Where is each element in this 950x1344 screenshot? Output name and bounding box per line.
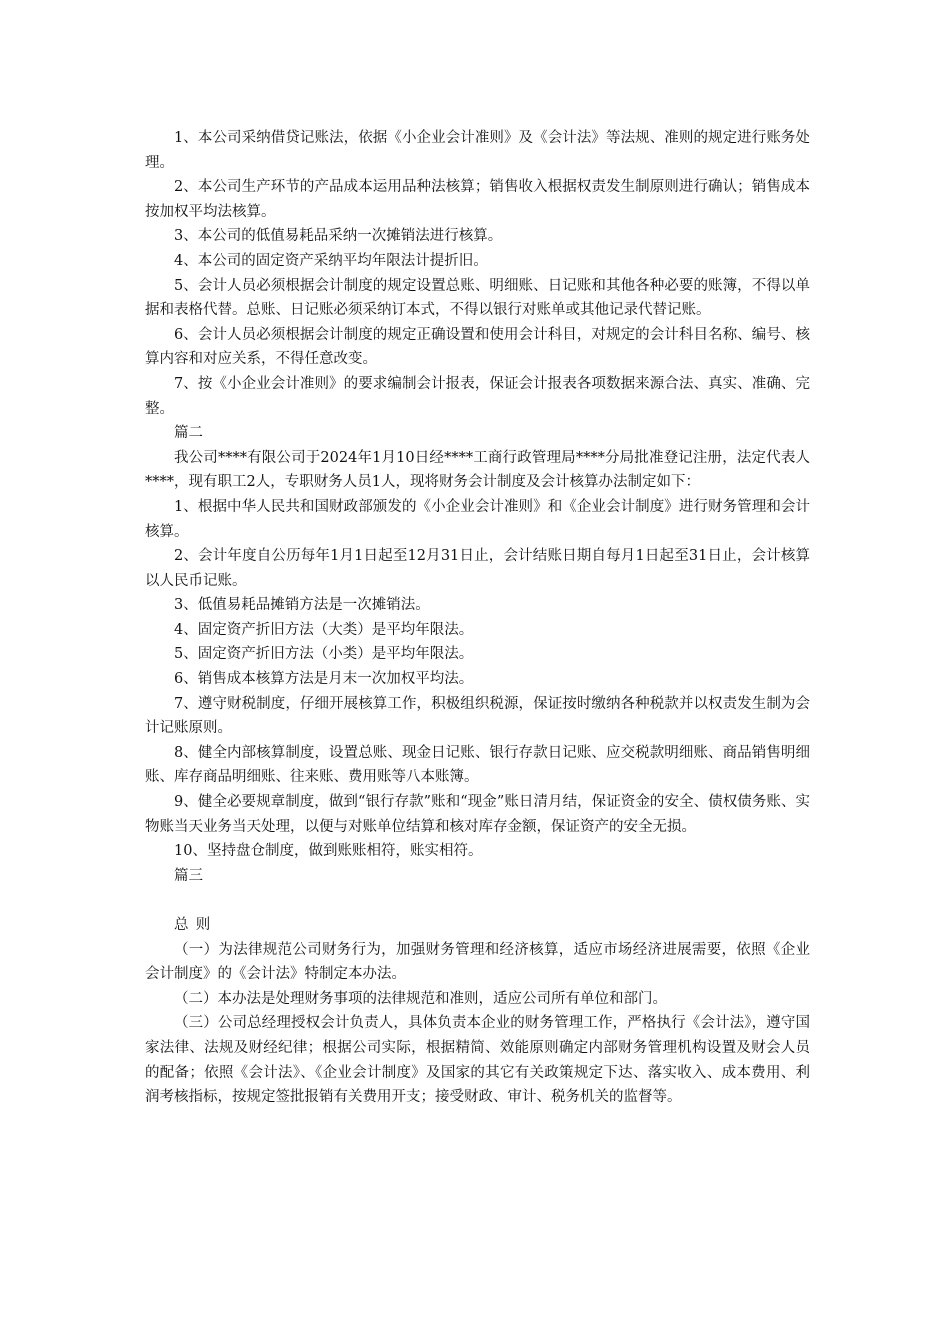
paragraph: 4、本公司的固定资产采纳平均年限法计提折旧。 xyxy=(174,252,488,269)
paragraph: 6、会计人员必须根据会计制度的规定正确设置和使用会计科目，对规定的会计科目名称、编号、核算内容和对应关系，不得任意改变。 xyxy=(145,326,810,368)
paragraph: 7、遵守财税制度，仔细开展核算工作，积极组织税源，保证按时缴纳各种税款并以权责发生制为会计记账原则。 xyxy=(145,695,810,737)
paragraph: 5、固定资产折旧方法（小类）是平均年限法。 xyxy=(174,646,474,663)
document-page xyxy=(145,126,810,1110)
paragraph: 1、本公司采纳借贷记账法，依据《小企业会计准则》及《会计法》等法规、准则的规定进行账务处理。 xyxy=(145,130,810,171)
paragraph: 8、健全内部核算制度，设置总账、现金日记账、银行存款日记账、应交税款明细账、商品销售明细账、库存商品明细账、往来账、费用账等八本账簿。 xyxy=(145,744,810,786)
paragraph: 1、根据中华人民共和国财政部颁发的《小企业会计准则》和《企业会计制度》进行财务管理和会计核算。 xyxy=(145,498,810,540)
paragraph: 7、按《小企业会计准则》的要求编制会计报表，保证会计报表各项数据来源合法、真实、准确、完整。 xyxy=(145,375,810,417)
section-heading-3: 篇三 xyxy=(174,867,203,884)
paragraph: 4、固定资产折旧方法（大类）是平均年限法。 xyxy=(174,621,474,638)
paragraph: 5、会计人员必须根据会计制度的规定设置总账、明细账、日记账和其他各种必要的账簿，不得以单据和表格代替。总账、日记账必须采纳订本式，不得以银行对账单或其他记录代替记账。 xyxy=(145,277,810,319)
paragraph: 9、健全必要规章制度，做到“银行存款”账和“现金”账日清月结，保证资金的安全、债权债务账、实物账当天业务当天处理，以便与对账单位结算和核对库存金额，保证资产的安全无损。 xyxy=(145,794,810,835)
paragraph: （二）本办法是处理财务事项的法律规范和准则，适应公司所有单位和部门。 xyxy=(174,990,667,1007)
paragraph: 3、本公司的低值易耗品采纳一次摊销法进行核算。 xyxy=(174,228,503,245)
paragraph: 2、本公司生产环节的产品成本运用品种法核算；销售收入根据权责发生制原则进行确认；销售成本按加权平均法核算。 xyxy=(145,179,810,220)
paragraph: （三）公司总经理授权会计负责人，具体负责本企业的财务管理工作，严格执行《会计法》，遵守国家法律、法规及财经纪律；根据公司实际，根据精简、效能原则确定内部财务管理机构设置及财会人员的配备；依照《会计法》、《企业会计制度》及国家的其它有关政策规定下达、落实收入、成本费用、利润考核指标，按规定签批报销有关费用开支；接受财政、审计、税务机关的监督等。 xyxy=(145,1015,810,1106)
paragraph: 6、销售成本核算方法是月末一次加权平均法。 xyxy=(174,671,474,688)
general-principles-heading: 总则 xyxy=(174,917,218,933)
paragraph: 3、低值易耗品摊销方法是一次摊销法。 xyxy=(174,597,430,614)
blank-line xyxy=(145,888,810,913)
paragraph: 我公司****有限公司于2024年1月10日经****工商行政管理局****分局批准登记注册，法定代表人****，现有职工2人，专职财务人员1人，现将财务会计制度及会计核算办法制定如下： xyxy=(145,449,810,491)
paragraph: （一）为法律规范公司财务行为，加强财务管理和经济核算，适应市场经济进展需要，依照《企业会计制度》的《会计法》特制定本办法。 xyxy=(145,941,810,983)
section-heading-2: 篇二 xyxy=(174,425,203,442)
paragraph: 2、会计年度自公历每年1月1日起至12月31日止，会计结账日期自每月1日起至31日止，会计核算以人民币记账。 xyxy=(145,548,810,589)
paragraph: 10、坚持盘仓制度，做到账账相符，账实相符。 xyxy=(174,843,483,860)
